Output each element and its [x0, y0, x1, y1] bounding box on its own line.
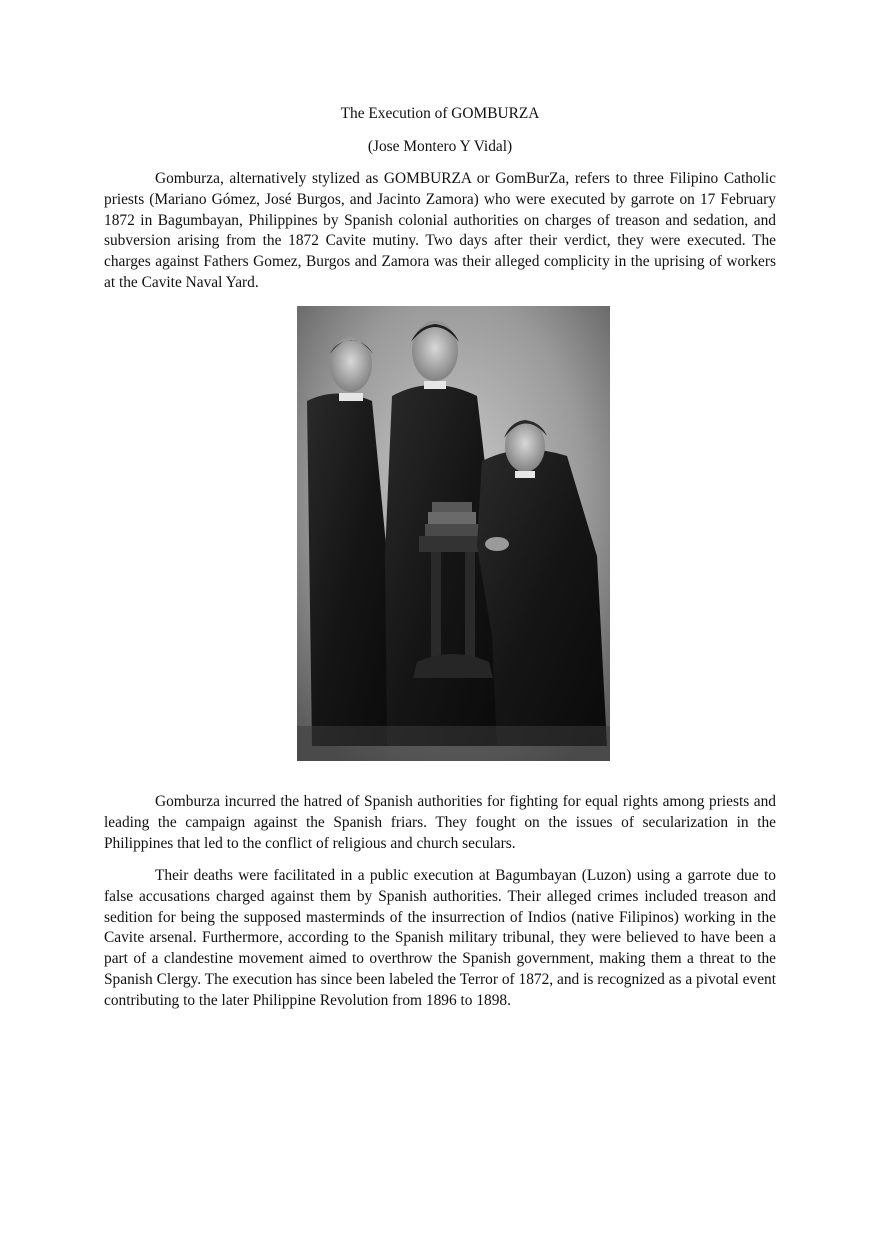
- gomburza-photograph: [297, 306, 610, 761]
- page-title: The Execution of GOMBURZA: [340, 105, 540, 122]
- paragraph-hatred: Gomburza incurred the hatred of Spanish authorities for fighting for equal rights among priests and leading the campaign against the Spanish friars. They fought on the issues of secularization in the Philippines that led to the conflict of religious and church seculars.: [104, 793, 776, 852]
- page-subtitle: (Jose Montero Y Vidal): [367, 138, 513, 155]
- paragraph-intro: Gomburza, alternatively stylized as GOMBURZA or GomBurZa, refers to three Filipino Catholic priests (Mariano Gómez, José Burgos, and Jacinto Zamora) who were executed by garrote on 17 February 1872 in Bagumbayan, Philippines by Spanish colonial authorities on charges of treason and sedation, and subversion arising from the 1872 Cavite mutiny. Two days after their verdict, they were executed. The charges against Fathers Gomez, Burgos and Zamora was their alleged complicity in the uprising of workers at the Cavite Naval Yard.: [104, 170, 776, 291]
- paragraph-execution: Their deaths were facilitated in a public execution at Bagumbayan (Luzon) using a garrote due to false accusations charged against them by Spanish authorities. Their alleged crimes included treason and sedition for being the supposed masterminds of the insurrection of Indios (native Filipinos) working in the Cavite arsenal. Furthermore, according to the Spanish military tribunal, they were believed to have been a part of a clandestine movement aimed to overthrow the Spanish government, making them a threat to the Spanish Clergy. The execution has since been labeled the Terror of 1872, and is recognized as a pivotal event contributing to the later Philippine Revolution from 1896 to 1898.: [104, 867, 776, 1009]
